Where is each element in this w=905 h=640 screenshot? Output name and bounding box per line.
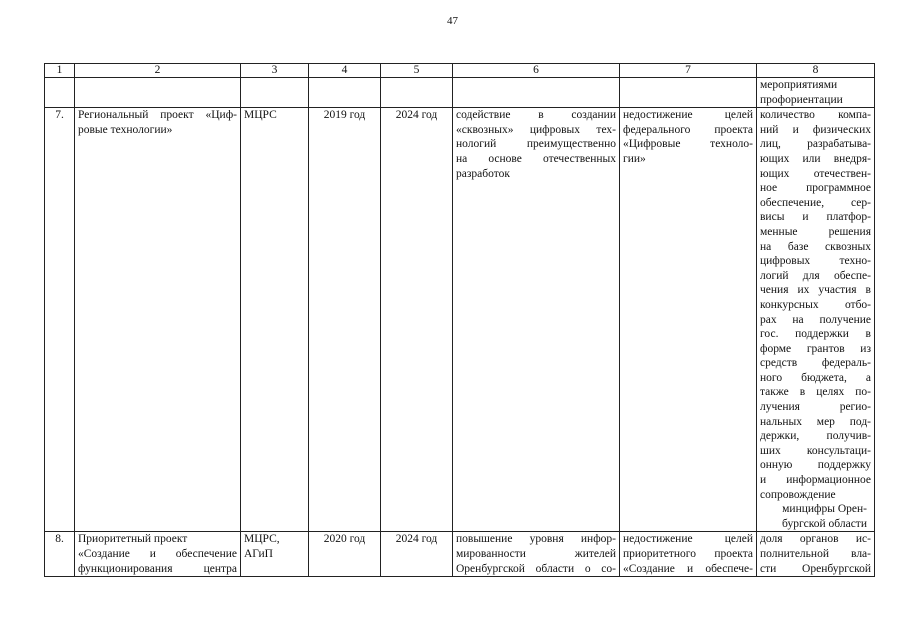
column-number: 6 [453, 64, 620, 78]
risk-cell: недостижение целей приоритетного проекта «Создание и обеспече- [620, 532, 757, 577]
executor-cell: МЦРС, АГиП [241, 532, 309, 577]
project-name-cell: Приоритетный проект «Создание и обеспечение функционирования центра [75, 532, 241, 577]
column-number: 2 [75, 64, 241, 78]
indicator-cell: доля органов ис- полнительной вла- сти Оренбургской [757, 532, 875, 577]
row-number: 8. [45, 532, 75, 577]
column-number: 5 [381, 64, 453, 78]
cell-empty [620, 78, 757, 108]
continuation-row [45, 78, 875, 108]
end-year-cell: 2024 год [381, 532, 453, 577]
risk-cell: недостижение целей федерального проекта «Цифровые техноло- гии» [620, 108, 757, 532]
indicator-cell: количество компа- ний и физических лиц, разрабатыва- ющих или внедря- ющих отечествен- ное программное обеспечение, сер- висы и платфор- менные решения на базе сквозных цифровых техно- логий для обеспе- чения их участия в конкурсных отбо- рах на получение гос. поддержки в форме грантов из средств федераль- ного бюджета, а также в целях по- лучения регио- нальных мер под- держки, получив- ших консультаци- онную поддержку и информационное сопровождение минцифры Орен- бургской области [757, 108, 875, 532]
column-number: 3 [241, 64, 309, 78]
start-year-cell: 2019 год [309, 108, 381, 532]
measures-table [44, 63, 875, 577]
project-name-cell: Региональный проект «Циф- ровые технологии» [75, 108, 241, 532]
end-year-cell: 2024 год [381, 108, 453, 532]
indicator-cell: мероприятиями профориентации [757, 78, 875, 108]
column-number: 8 [757, 64, 875, 78]
page-number: 47 [447, 15, 458, 27]
table-row [45, 532, 875, 577]
executor-cell: МЦРС [241, 108, 309, 532]
cell-empty [453, 78, 620, 108]
result-cell: повышение уровня инфор- мированности жителей Оренбургской области о со- [453, 532, 620, 577]
column-number: 7 [620, 64, 757, 78]
column-number-row [45, 64, 875, 78]
table-row [45, 108, 875, 532]
start-year-cell: 2020 год [309, 532, 381, 577]
row-number: 7. [45, 108, 75, 532]
cell-empty [75, 78, 241, 108]
cell-empty [309, 78, 381, 108]
cell-empty [45, 78, 75, 108]
result-cell: содействие в создании «сквозных» цифровых тех- нологий преимущественно на основе отечественных разработок [453, 108, 620, 532]
cell-empty [241, 78, 309, 108]
cell-empty [381, 78, 453, 108]
column-number: 1 [45, 64, 75, 78]
column-number: 4 [309, 64, 381, 78]
